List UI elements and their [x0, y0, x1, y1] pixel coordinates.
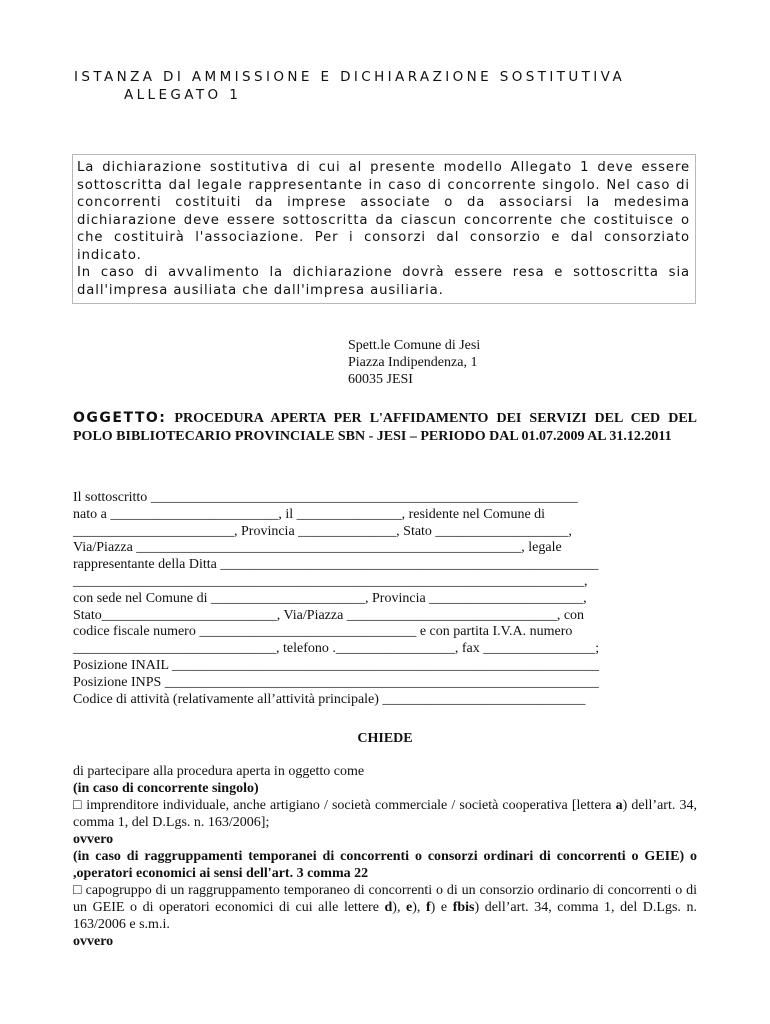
- form-row-birth[interactable]: nato a ________________________, il _______________, residente nel Comune di: [73, 506, 546, 522]
- form-row-company-cont[interactable]: _________________________________________________________________________,: [73, 573, 588, 589]
- form-row-activity-code[interactable]: Codice di attività (relativamente all’attività principale) _____________________________: [73, 691, 586, 707]
- form-row-inail[interactable]: Posizione INAIL _____________________________________________________________: [73, 657, 600, 673]
- address-line-1: Spett.le Comune di Jesi: [348, 338, 481, 353]
- header-subtitle: ALLEGATO 1: [124, 87, 242, 103]
- document-header: [74, 68, 625, 104]
- recipient-address: [348, 337, 480, 388]
- single-competitor-heading: (in caso di concorrente singolo): [73, 781, 259, 796]
- request-intro: di partecipare alla procedura aperta in oggetto come: [73, 764, 365, 779]
- form-row-residence[interactable]: _______________________, Provincia ______________, Stato ___________________,: [73, 523, 572, 539]
- form-row-tax-code[interactable]: codice fiscale numero _______________________________ e con partita I.V.A. numero: [73, 624, 573, 640]
- form-row-seat[interactable]: con sede nel Comune di ______________________, Provincia ______________________,: [73, 590, 587, 606]
- subject-text: PROCEDURA APERTA PER L'AFFIDAMENTO DEI SERVIZI DEL CED DEL POLO BIBLIOTECARIO PROVINCIALE SBN - JESI – PERIODO DAL 01.07.2009 AL 31.12.2011: [73, 411, 697, 444]
- form-row-company[interactable]: rappresentante della Ditta ______________________________________________________: [73, 557, 599, 573]
- ovvero-label-1: ovvero: [73, 832, 114, 847]
- applicant-form: [73, 490, 697, 708]
- ovvero-label-2: ovvero: [73, 934, 114, 949]
- request-section: [73, 763, 697, 950]
- instructions-box: [72, 154, 696, 304]
- form-row-name[interactable]: Il sottoscritto _____________________________________________________________: [73, 490, 578, 505]
- address-line-2: Piazza Indipendenza, 1: [348, 355, 478, 370]
- form-row-street[interactable]: Via/Piazza _______________________________________________________, legale: [73, 540, 562, 556]
- form-row-state[interactable]: Stato_________________________, Via/Piazza ______________________________, con: [73, 607, 585, 623]
- section-heading-chiede: CHIEDE: [357, 731, 413, 746]
- instructions-paragraph-1: La dichiarazione sostitutiva di cui al presente modello Allegato 1 deve essere sottoscritta dal legale rappresentante in caso di concorrente singolo. Nel caso di concorrenti costituiti da imprese associate o da associarsi la medesima dichiarazione deve essere sottoscritta da ciascun concorrente che costituisce o che costituirà l'associazione. Per i consorzi dal consorzio e dal consorziato indicato.: [77, 160, 690, 263]
- address-line-3: 60035 JESI: [348, 372, 413, 387]
- subject-block: [73, 410, 697, 445]
- form-row-inps[interactable]: Posizione INPS ______________________________________________________________: [73, 674, 599, 690]
- grouping-heading: (in caso di raggruppamenti temporanei di concorrenti o consorzi ordinari di concorrenti o GEIE) o ,operatori economici ai sensi dell'art. 3 comma 22: [73, 849, 697, 881]
- header-title: ISTANZA DI AMMISSIONE E DICHIARAZIONE SOSTITUTIVA: [74, 69, 626, 85]
- option-single-competitor[interactable]: □ imprenditore individuale, anche artigiano / società commerciale / società cooperativa [lettera a) dell’art. 34, comma 1, del D.Lgs. n. 163/2006];: [73, 798, 697, 830]
- subject-label: OGGETTO:: [73, 410, 167, 426]
- form-row-phone[interactable]: _____________________________, telefono ._________________, fax ________________;: [73, 641, 600, 657]
- option-group-leader[interactable]: □ capogruppo di un raggruppamento temporaneo di concorrenti o di un consorzio ordinario di concorrenti o di un GEIE o di operatori economici di cui alle lettere d), e), f) e fbis) dell’art. 34, comma 1, del D.Lgs. n. 163/2006 e s.m.i.: [73, 883, 697, 932]
- instructions-paragraph-2: In caso di avvalimento la dichiarazione dovrà essere resa e sottoscritta sia dall'impresa ausiliata che dall'impresa ausiliaria.: [77, 265, 690, 298]
